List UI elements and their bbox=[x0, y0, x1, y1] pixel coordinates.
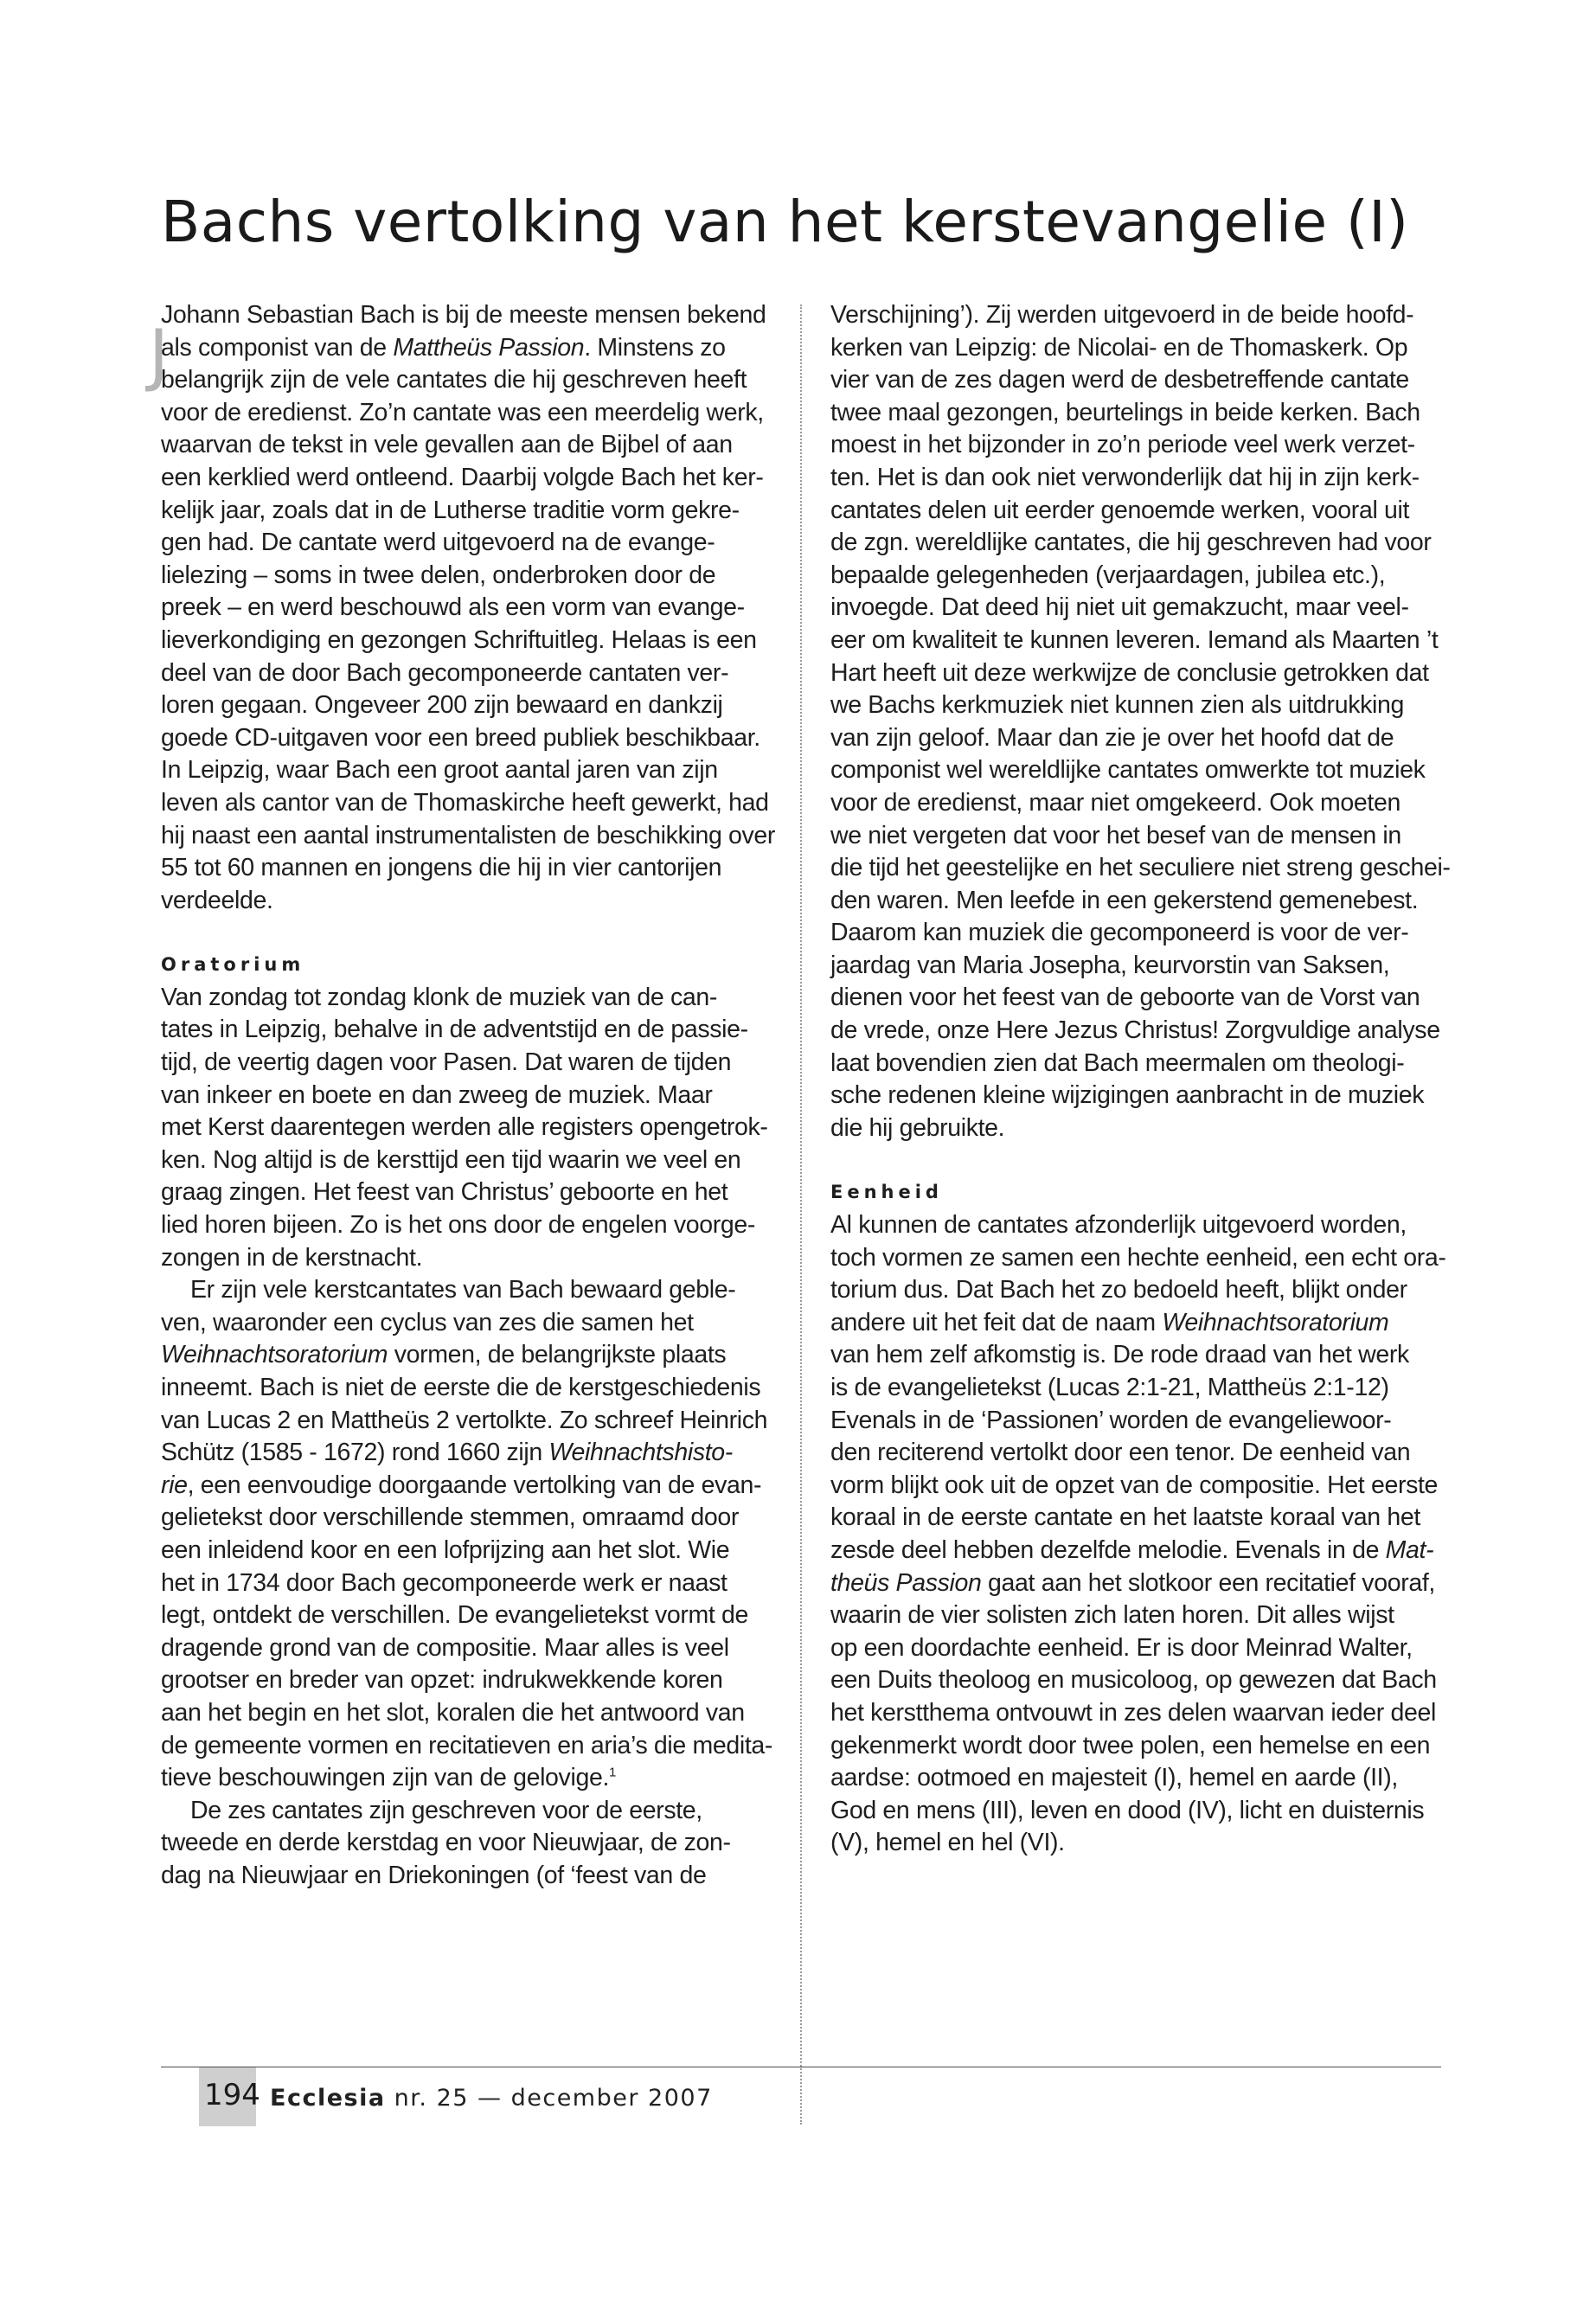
text-line: aardse: ootmoed en majesteit (I), hemel en aarde (II), bbox=[830, 1764, 1398, 1792]
text-line: twee maal gezongen, beurtelings in beide kerken. Bach bbox=[830, 398, 1420, 426]
text-line: leven als cantor van de Thomaskirche heeft gewerkt, had bbox=[161, 788, 769, 817]
text-line: lieverkondiging en gezongen Schriftuitleg. Helaas is een bbox=[161, 625, 757, 654]
text-line: met Kerst daarentegen werden alle registers opengetrok- bbox=[161, 1113, 768, 1142]
text-line: Er zijn vele kerstcantates van Bach bewaard geble- bbox=[190, 1276, 736, 1304]
text-line: deel van de door Bach gecomponeerde cantaten ver- bbox=[161, 658, 729, 687]
text-line: Al kunnen de cantates afzonderlijk uitgevoerd worden, bbox=[830, 1211, 1407, 1240]
text-line: invoegde. Dat deed hij niet uit gemakzucht, maar veel- bbox=[830, 593, 1409, 622]
text-line: gekenmerkt wordt door twee polen, een hemelse en een bbox=[830, 1731, 1431, 1759]
text-line: kelijk jaar, zoals dat in de Lutherse traditie vorm gekre- bbox=[161, 496, 740, 524]
page-number: 194 bbox=[204, 2078, 260, 2112]
text-line: waarvan de tekst in vele gevallen aan de Bijbel of aan bbox=[161, 431, 733, 459]
text-line: Schütz (1585 - 1672) rond 1660 zijn Weihnachtshisto- bbox=[161, 1439, 733, 1467]
text-line: loren gegaan. Ongeveer 200 zijn bewaard en dankzij bbox=[161, 691, 723, 720]
journal-name: Ecclesia bbox=[270, 2085, 386, 2112]
section-heading-eenheid: Eenheid bbox=[830, 1182, 943, 1203]
text-line: voor de eredienst. Zo’n cantate was een meerdelig werk, bbox=[161, 398, 764, 426]
oratorium-paragraph-3 bbox=[161, 1795, 814, 1893]
text-line: van zijn geloof. Maar dan zie je over het hoofd dat de bbox=[830, 723, 1394, 752]
text-line: tates in Leipzig, behalve in de adventstijd en de passie- bbox=[161, 1016, 748, 1044]
journal-info bbox=[270, 2085, 713, 2112]
drop-cap-decoration: J bbox=[149, 317, 170, 394]
text-line: In Leipzig, waar Bach een groot aantal jaren van zijn bbox=[161, 756, 718, 785]
text-line: ven, waaronder een cyclus van zes die samen het bbox=[161, 1308, 694, 1336]
text-line: het in 1734 door Bach gecomponeerde werk er naast bbox=[161, 1568, 727, 1597]
text-line: een inleidend koor en een lofprijzing aan het slot. Wie bbox=[161, 1535, 730, 1564]
article-title: Bachs vertolking van het kerstevangelie (I) bbox=[161, 189, 1409, 255]
text-line: we Bachs kerkmuziek niet kunnen zien als uitdrukking bbox=[830, 691, 1404, 720]
text-line: 55 tot 60 mannen en jongens die hij in vier cantorijen bbox=[161, 854, 722, 882]
text-line: als componist van de Mattheüs Passion. Minstens zo bbox=[161, 333, 726, 362]
italic-title: Weihnachtsoratorium bbox=[161, 1341, 388, 1369]
text-line: die tijd het geestelijke en het seculiere niet streng geschei- bbox=[830, 854, 1451, 882]
text-line: belangrijk zijn de vele cantates die hij geschreven heeft bbox=[161, 366, 747, 394]
text-line: tieve beschouwingen zijn van de gelovige.$^1$ bbox=[161, 1764, 617, 1792]
journal-issue: nr. 25 — december 2007 bbox=[394, 2085, 713, 2112]
right-column bbox=[830, 299, 1484, 1860]
text-line: rie, een eenvoudige doorgaande vertolking van de evan- bbox=[161, 1471, 762, 1499]
text-line: graag zingen. Het feest van Christus’ geboorte en het bbox=[161, 1178, 728, 1207]
text-line: aan het begin en het slot, koralen die het antwoord van bbox=[161, 1698, 745, 1727]
text-line: theüs Passion gaat aan het slotkoor een recitatief vooraf, bbox=[830, 1568, 1435, 1597]
text-line: ken. Nog altijd is de kersttijd een tijd waarin we veel en bbox=[161, 1145, 741, 1174]
text-line: Hart heeft uit deze werkwijze de conclusie getrokken dat bbox=[830, 658, 1429, 687]
text-line: het kerstthema ontvouwt in zes delen waarvan ieder deel bbox=[830, 1698, 1436, 1727]
text-line: sche redenen kleine wijzigingen aanbracht in de muziek bbox=[830, 1081, 1425, 1110]
text-line: cantates delen uit eerder genoemde werken, vooral uit bbox=[830, 496, 1410, 524]
text-line: een kerklied werd ontleend. Daarbij volgde Bach het ker- bbox=[161, 463, 764, 491]
text-line: dag na Nieuwjaar en Driekoningen (of ‘feest van de bbox=[161, 1861, 707, 1889]
text-line: we niet vergeten dat voor het besef van de mensen in bbox=[830, 821, 1401, 849]
text-line: van Lucas 2 en Mattheüs 2 vertolkte. Zo schreef Heinrich bbox=[161, 1406, 768, 1434]
text-line: ten. Het is dan ook niet verwonderlijk dat hij in zijn kerk- bbox=[830, 463, 1420, 491]
text-line: grootser en breder van opzet: indrukwekkende koren bbox=[161, 1666, 723, 1695]
footnote-marker: 1 bbox=[609, 1765, 617, 1780]
text-line: vier van de zes dagen werd de desbetreffende cantate bbox=[830, 366, 1409, 394]
eenheid-paragraph bbox=[830, 1209, 1484, 1860]
text-line: van hem zelf afkomstig is. De rode draad van het werk bbox=[830, 1341, 1409, 1369]
text-line: is de evangelietekst (Lucas 2:1-21, Mattheüs 2:1-12) bbox=[830, 1374, 1389, 1401]
text-line: hij naast een aantal instrumentalisten de beschikking over bbox=[161, 821, 776, 849]
italic-title: theüs Passion bbox=[830, 1568, 982, 1597]
text-line: lielezing – soms in twee delen, onderbroken door de bbox=[161, 561, 716, 589]
text-line: de vrede, onze Here Jezus Christus! Zorgvuldige analyse bbox=[830, 1016, 1440, 1045]
text-line: dragende grond van de compositie. Maar alles is veel bbox=[161, 1633, 729, 1662]
text-line: de gemeente vormen en recitatieven en aria’s die medita- bbox=[161, 1731, 773, 1759]
text-line: andere uit het feit dat de naam Weihnachtsoratorium bbox=[830, 1308, 1389, 1336]
oratorium-paragraph-1 bbox=[161, 982, 814, 1274]
text-line: vorm blijkt ook uit de opzet van de compositie. Het eerste bbox=[830, 1471, 1439, 1499]
text-line: Weihnachtsoratorium vormen, de belangrijkste plaats bbox=[161, 1341, 727, 1369]
text-line: gen had. De cantate werd uitgevoerd na de evange- bbox=[161, 529, 715, 557]
text-line: gelietekst door verschillende stemmen, omraamd door bbox=[161, 1503, 740, 1532]
text-line: moest in het bijzonder in zo’n periode veel werk verzet- bbox=[830, 431, 1415, 459]
text-line: Daarom kan muziek die gecomponeerd is voor de ver- bbox=[830, 919, 1409, 947]
section-heading-oratorium: Oratorium bbox=[161, 954, 305, 976]
text-line: die hij gebruikte. bbox=[830, 1113, 1005, 1142]
text-line: jaardag van Maria Josepha, keurvorstin van Saksen, bbox=[830, 951, 1390, 979]
text-line: lied horen bijeen. Zo is het ons door de engelen voorge- bbox=[161, 1211, 756, 1240]
left-column bbox=[161, 299, 814, 1893]
text-line: dienen voor het feest van de geboorte van de Vorst van bbox=[830, 984, 1420, 1012]
text-line: (V), hemel en hel (VI). bbox=[830, 1829, 1065, 1857]
text-line: preek – en werd beschouwd als een vorm van evange- bbox=[161, 593, 745, 622]
text-line: verdeelde. bbox=[161, 886, 273, 914]
text-line: den waren. Men leefde in een gekerstend gemenebest. bbox=[830, 886, 1419, 914]
text-line: laat bovendien zien dat Bach meermalen om theologi- bbox=[830, 1048, 1405, 1077]
text-line: zesde deel hebben dezelfde melodie. Evenals in de Mat- bbox=[830, 1535, 1434, 1564]
intro-paragraph bbox=[161, 299, 814, 917]
text-line: den reciterend vertolkt door een tenor. De eenheid van bbox=[830, 1439, 1411, 1467]
text-line: goede CD-uitgaven voor een breed publiek beschikbaar. bbox=[161, 723, 760, 752]
text-line: koraal in de eerste cantate en het laatste koraal van het bbox=[830, 1503, 1420, 1532]
text-line: een Duits theoloog en musicoloog, op gewezen dat Bach bbox=[830, 1666, 1437, 1695]
text-line: kerken van Leipzig: de Nicolai- en de Thomaskerk. Op bbox=[830, 333, 1408, 362]
text-line: op een doordachte eenheid. Er is door Meinrad Walter, bbox=[830, 1633, 1413, 1662]
text-line: Verschijning’). Zij werden uitgevoerd in de beide hoofd- bbox=[830, 301, 1414, 329]
italic-title: rie bbox=[161, 1471, 188, 1499]
text-line: van inkeer en boete en dan zweeg de muziek. Maar bbox=[161, 1080, 713, 1109]
text-line: componist wel wereldlijke cantates omwerkte tot muziek bbox=[830, 756, 1426, 785]
oratorium-paragraph-2 bbox=[161, 1274, 814, 1795]
italic-title: Mat- bbox=[1385, 1535, 1434, 1564]
text-line: bepaalde gelegenheden (verjaardagen, jubilea etc.), bbox=[830, 561, 1386, 589]
text-line: tijd, de veertig dagen voor Pasen. Dat waren de tijden bbox=[161, 1048, 732, 1077]
italic-title: Weihnachtshisto- bbox=[548, 1439, 733, 1467]
italic-title: Mattheüs Passion bbox=[393, 333, 585, 362]
text-line: God en mens (III), leven en dood (IV), licht en duisternis bbox=[830, 1796, 1425, 1824]
text-line: Evenals in de ‘Passionen’ worden de evangeliewoor- bbox=[830, 1406, 1392, 1434]
text-line: Johann Sebastian Bach is bij de meeste mensen bekend bbox=[161, 301, 766, 329]
continuation-paragraph bbox=[830, 299, 1484, 1144]
text-line: eer om kwaliteit te kunnen leveren. Iemand als Maarten ’t bbox=[830, 625, 1439, 654]
text-line: toch vormen ze samen een hechte eenheid, een echt ora- bbox=[830, 1243, 1446, 1272]
text-line: legt, ontdekt de verschillen. De evangelietekst vormt de bbox=[161, 1601, 749, 1630]
text-line: Van zondag tot zondag klonk de muziek van de can- bbox=[161, 983, 717, 1011]
text-line: inneemt. Bach is niet de eerste die de kerstgeschiedenis bbox=[161, 1374, 761, 1401]
text-line: torium dus. Dat Bach het zo bedoeld heeft, blijkt onder bbox=[830, 1276, 1407, 1304]
text-line: waarin de vier solisten zich laten horen. Dit alles wijst bbox=[830, 1601, 1394, 1630]
text-line: voor de eredienst, maar niet omgekeerd. Ook moeten bbox=[830, 788, 1401, 817]
italic-title: Weihnachtsoratorium bbox=[1162, 1308, 1389, 1336]
text-line: tweede en derde kerstdag en voor Nieuwjaar, de zon- bbox=[161, 1829, 731, 1857]
text-line: de zgn. wereldlijke cantates, die hij geschreven had voor bbox=[830, 529, 1432, 557]
text-line: zongen in de kerstnacht. bbox=[161, 1243, 423, 1272]
text-line: De zes cantates zijn geschreven voor de eerste, bbox=[190, 1796, 702, 1824]
